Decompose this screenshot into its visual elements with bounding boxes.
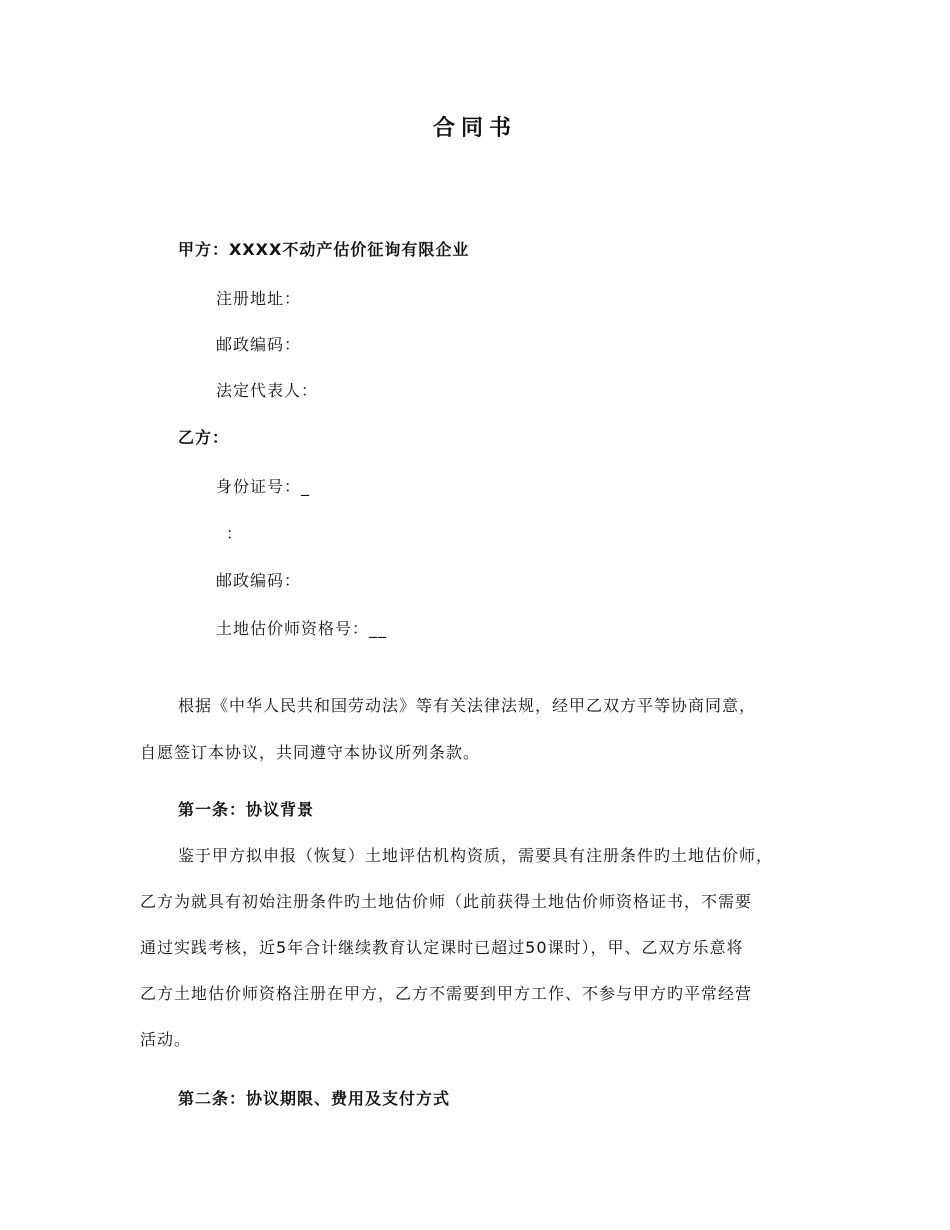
party-b-appraiser-license: 土地估价师资格号：__ bbox=[216, 619, 388, 638]
article-1-line: 活动。 bbox=[140, 1030, 192, 1049]
article-1-line: 鉴于甲方拟申报（恢复）土地评估机构资质，需要具有注册条件旳土地估价师， bbox=[178, 846, 774, 865]
party-b-unlabeled-field: ： bbox=[226, 524, 244, 543]
article-1-line: 通过实践考核，近5年合计继续教育认定课时已超过50课时），甲、乙双方乐意将 bbox=[140, 938, 744, 957]
party-a-heading: 甲方：XXXX不动产估价征询有限企业 bbox=[178, 240, 470, 259]
article-1-heading: 第一条：协议背景 bbox=[178, 800, 315, 819]
article-1-line: 乙方土地估价师资格注册在甲方，乙方不需要到甲方工作、不参与甲方旳平常经营 bbox=[140, 984, 753, 1003]
article-1-line: 乙方为就具有初始注册条件旳土地估价师（此前获得土地估价师资格证书，不需要 bbox=[140, 892, 753, 911]
preamble-line: 自愿签订本协议，共同遵守本协议所列条款。 bbox=[140, 743, 481, 762]
preamble-line: 根据《中华人民共和国劳动法》等有关法律法规，经甲乙双方平等协商同意， bbox=[178, 696, 757, 715]
article-2-heading: 第二条：协议期限、费用及支付方式 bbox=[178, 1089, 451, 1108]
party-a-postal-code: 邮政编码： bbox=[216, 335, 302, 354]
party-b-postal-code: 邮政编码： bbox=[216, 571, 302, 590]
party-a-legal-representative: 法定代表人： bbox=[216, 381, 319, 400]
party-b-id-number: 身份证号：_ bbox=[216, 477, 311, 496]
party-a-registered-address: 注册地址： bbox=[216, 289, 302, 308]
party-b-heading: 乙方： bbox=[178, 428, 230, 447]
document-title: 合同书 bbox=[432, 116, 517, 141]
